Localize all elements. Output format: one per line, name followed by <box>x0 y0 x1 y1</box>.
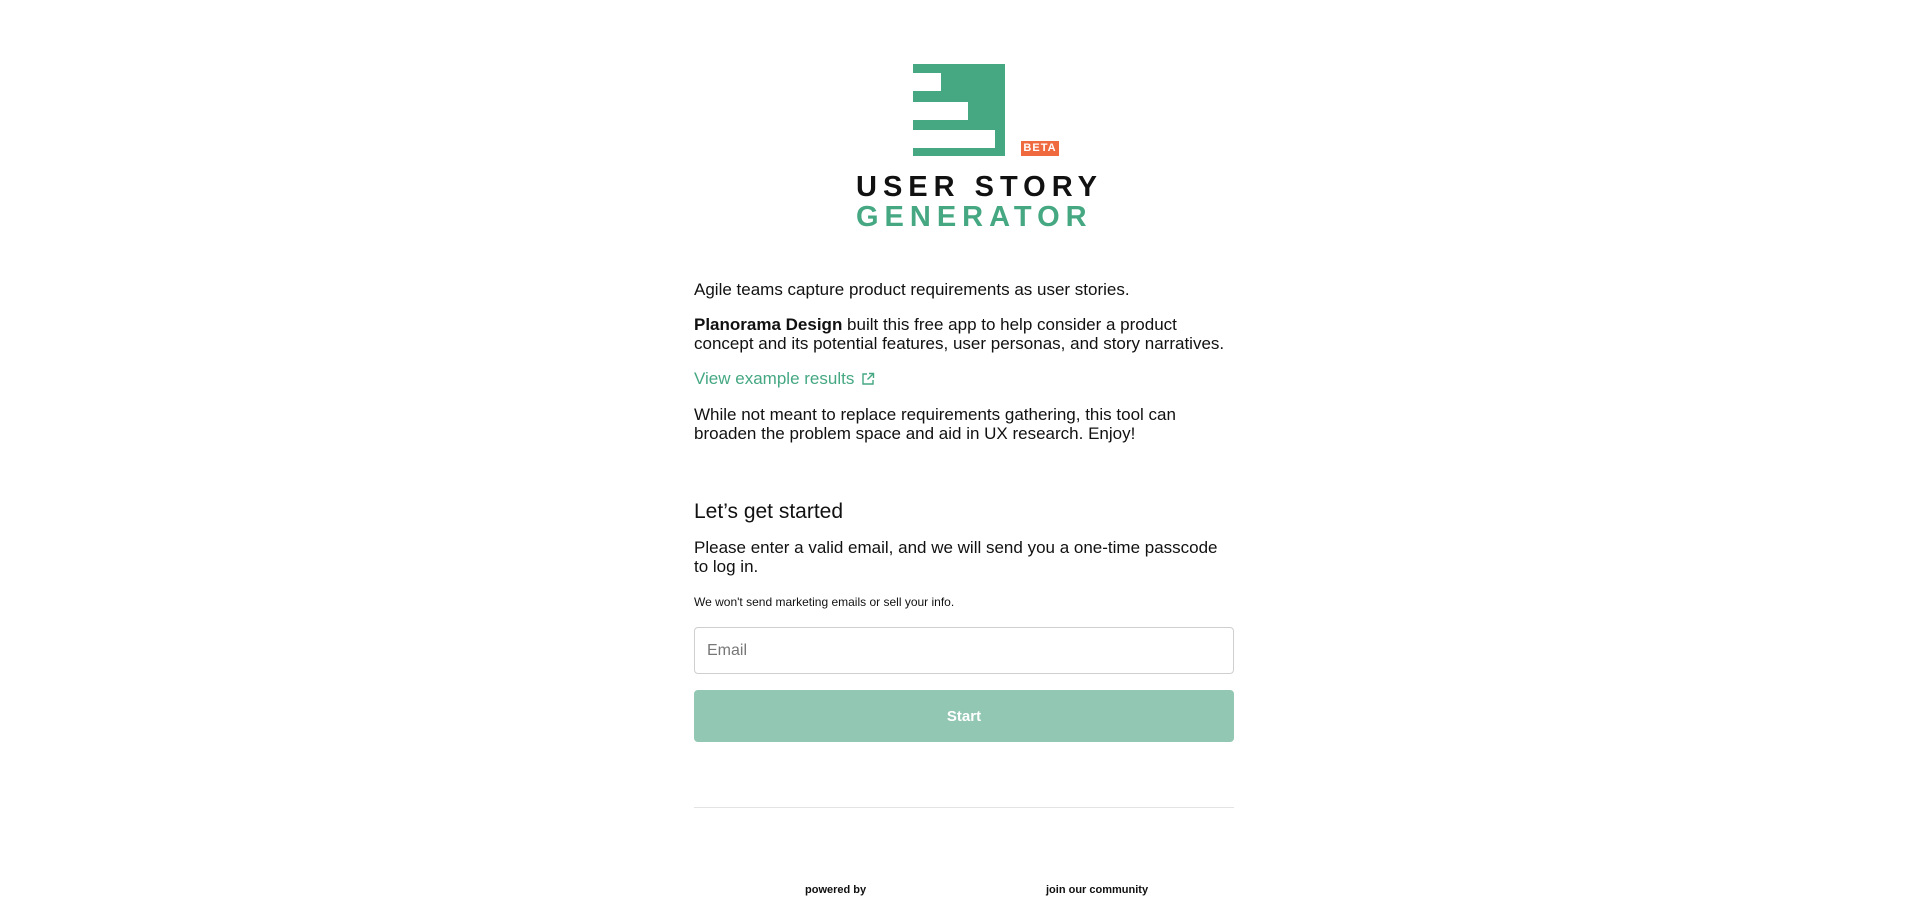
footer-divider <box>694 807 1234 808</box>
intro-paragraph-2-text: built this free app to help consider a product concept and its potential features, user personas, and story narratives. <box>694 315 1225 353</box>
start-button[interactable]: Start <box>694 690 1234 742</box>
powered-by-label: powered by <box>805 884 867 896</box>
external-link-icon <box>861 372 875 386</box>
join-community-link[interactable]: join our community <box>1046 884 1149 896</box>
view-example-results-label: View example results <box>694 369 855 388</box>
beta-badge: BETA <box>1021 141 1059 156</box>
logo-wordmark-line2: GENERATOR <box>856 201 1093 233</box>
privacy-note: We won't send marketing emails or sell your info. <box>694 595 955 609</box>
view-example-results-link[interactable] <box>694 369 875 388</box>
intro-paragraph-2 <box>694 315 1234 353</box>
intro-paragraph-1: Agile teams capture product requirements as user stories. <box>694 280 1130 299</box>
email-input[interactable] <box>694 627 1234 674</box>
logo-mark-icon <box>913 64 1005 156</box>
form-instructions: Please enter a valid email, and we will send you a one-time passcode to log in. <box>694 538 1218 576</box>
logo-wordmark-line1: USER STORY <box>856 171 1103 203</box>
intro-paragraph-3: While not meant to replace requirements gathering, this tool can broaden the problem space and aid in UX research. Enjoy! <box>694 405 1176 443</box>
form-heading: Let’s get started <box>694 500 844 523</box>
brand-name: Planorama Design <box>694 315 843 334</box>
app-logo <box>856 62 1103 233</box>
main-content <box>694 280 1234 808</box>
